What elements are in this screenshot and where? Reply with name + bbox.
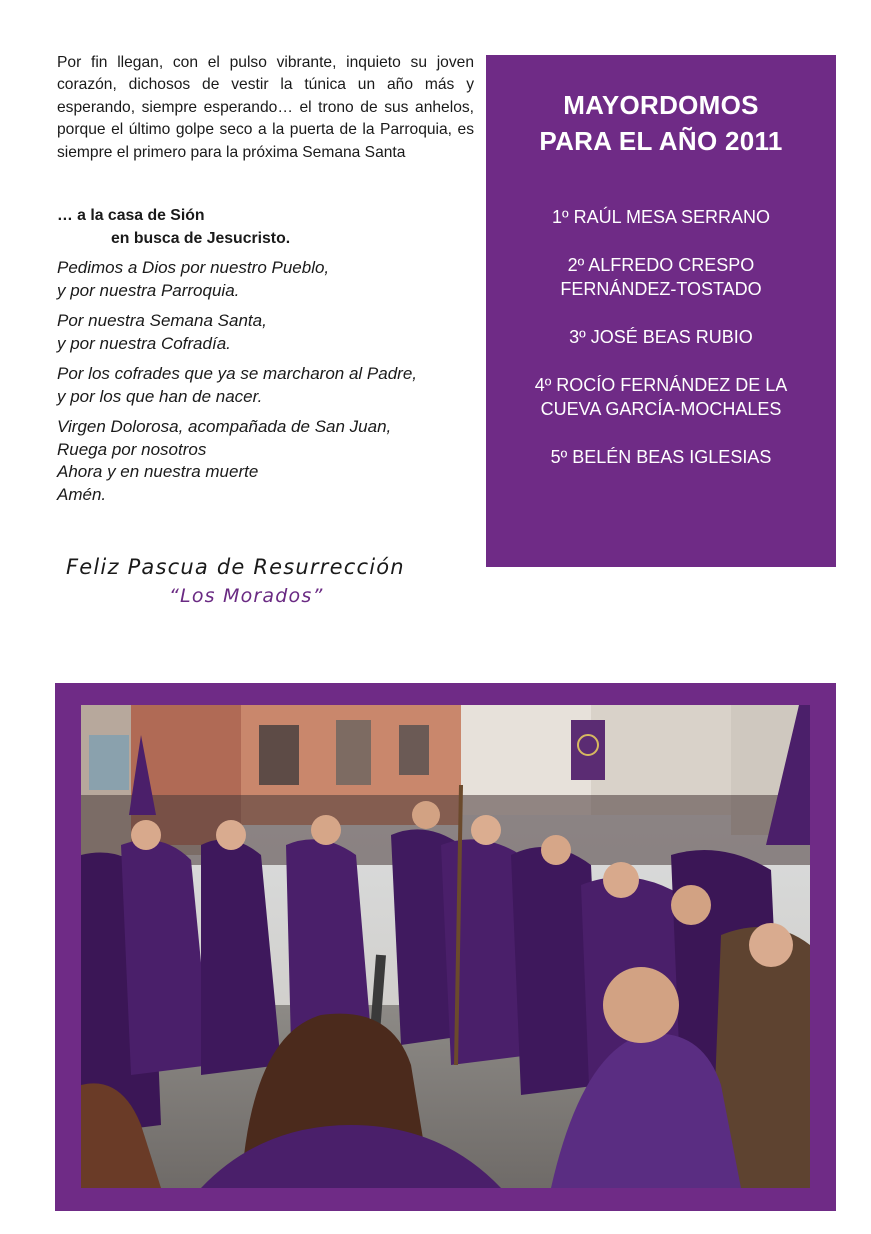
greeting-line-2: “Los Morados” [169,585,324,607]
mayordomo-item [486,253,836,301]
prayer-line: Ruega por nosotros [57,439,207,459]
mayordomo-line: 1º RAÚL MESA SERRANO [552,207,770,227]
prayer-line: Por nuestra Semana Santa, [57,311,267,330]
intro-paragraph [57,52,474,164]
subheading-line-2: en busca de Jesucristo. [111,230,291,247]
mayordomo-line: CUEVA GARCÍA-MOCHALES [540,399,782,419]
greeting-line-1: Feliz Pascua de Resurrección [66,555,405,579]
subheading [57,204,290,250]
prayer-line: y por nuestra Parroquia. [57,280,240,300]
mayordomo-item [486,373,836,421]
mayordomo-line: 3º JOSÉ BEAS RUBIO [569,327,753,347]
procession-photo-illustration [81,705,810,1188]
mayordomos-title [486,87,836,159]
prayer [57,257,477,514]
subheading-line-1: … a la casa de Sión [57,207,205,224]
prayer-stanza [57,363,477,408]
mayordomos-title-line-1: MAYORDOMOS [563,90,759,120]
prayer-line: Ahora y en nuestra muerte [57,462,259,481]
intro-text: Por fin llegan, con el pulso vibrante, inquieto su joven corazón, dichosos de vestir la túnica un año más y esperando, siempre esperando… el trono de sus anhelos, porque el último golpe seco a la puerta de la Parroquia, es siempre el primero para la próxima Semana Santa [57,54,474,161]
prayer-line: Por los cofrades que ya se marcharon al Padre, [57,364,418,383]
prayer-line: Virgen Dolorosa, acompañada de San Juan, [57,417,392,436]
prayer-stanza [57,257,477,302]
mayordomos-title-line-2: PARA EL AÑO 2011 [539,126,783,156]
prayer-line: y por los que han de nacer. [57,386,263,406]
mayordomo-item [486,445,836,469]
prayer-line: Pedimos a Dios por nuestro Pueblo, [57,258,330,277]
mayordomo-item [486,325,836,349]
mayordomos-list [486,205,836,469]
mayordomo-line: 2º ALFREDO CRESPO [567,255,755,275]
prayer-line: y por nuestra Cofradía. [57,333,231,353]
prayer-stanza [57,310,477,355]
mayordomo-line: 4º ROCÍO FERNÁNDEZ DE LA [534,375,788,395]
procession-photo [81,705,810,1188]
easter-greeting [66,555,466,607]
photo-frame [55,683,836,1211]
prayer-line: Amén. [57,484,107,504]
mayordomo-line: FERNÁNDEZ-TOSTADO [560,279,762,299]
mayordomo-item [486,205,836,229]
mayordomos-panel [486,55,836,567]
prayer-stanza [57,416,477,506]
mayordomo-line: 5º BELÉN BEAS IGLESIAS [550,447,772,467]
